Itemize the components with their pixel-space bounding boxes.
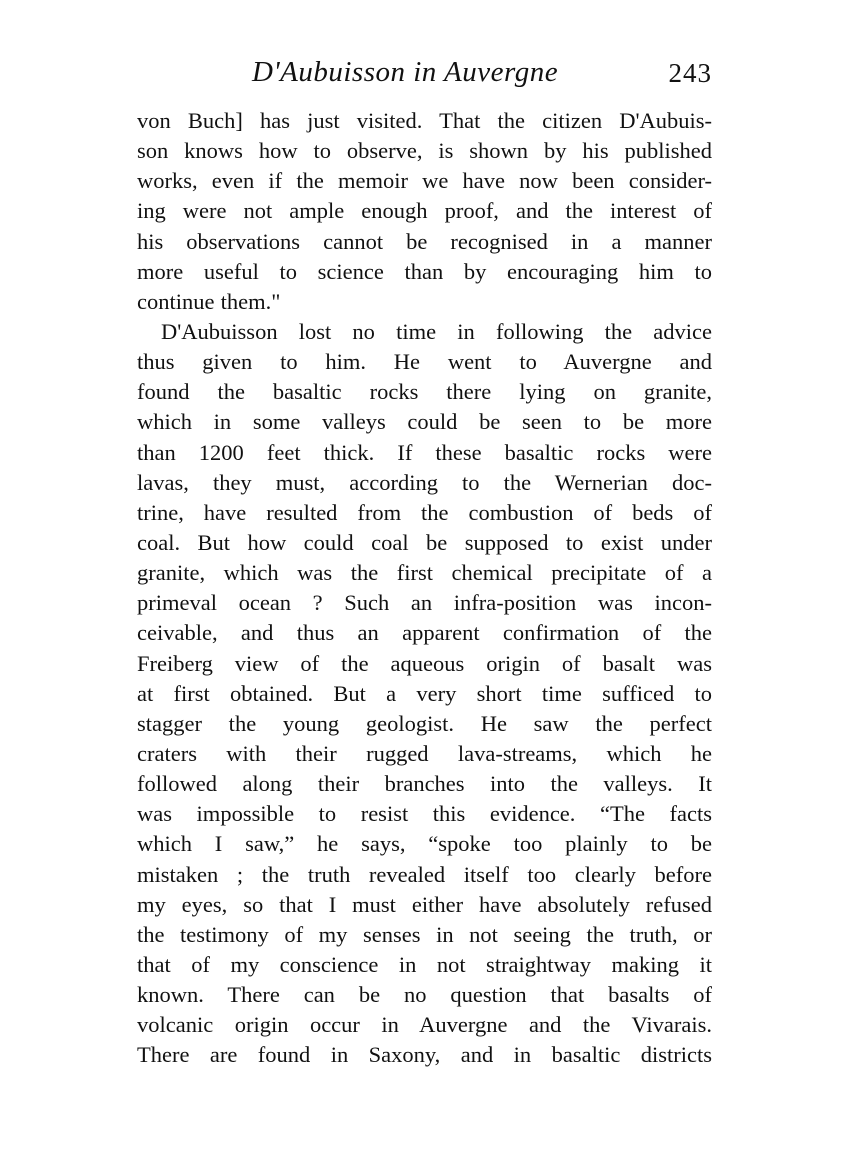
text-line: primeval ocean ? Such an infra-position was incon-: [137, 590, 712, 616]
page-number: 243: [668, 58, 712, 88]
text-line: D'Aubuisson lost no time in following the advice: [161, 318, 712, 344]
text-line: Freiberg view of the aqueous origin of basalt was: [137, 650, 712, 676]
text-line: lavas, they must, according to the Wernerian doc-: [137, 469, 712, 495]
text-line: was impossible to resist this evidence. “The facts: [137, 801, 712, 827]
text-line: continue them.": [137, 288, 281, 314]
text-line: which in some valleys could be seen to be more: [137, 409, 712, 435]
body-text: [137, 106, 712, 1071]
text-line: trine, have resulted from the combustion of beds of: [137, 499, 712, 525]
text-line: found the basaltic rocks there lying on granite,: [137, 379, 712, 405]
text-line: my eyes, so that I must either have absolutely refused: [137, 891, 712, 917]
text-line: works, even if the memoir we have now been consider-: [137, 168, 712, 194]
text-line: granite, which was the first chemical precipitate of a: [137, 560, 712, 586]
text-line: his observations cannot be recognised in a manner: [137, 228, 712, 254]
text-line: stagger the young geologist. He saw the perfect: [137, 710, 712, 736]
text-line: more useful to science than by encouraging him to: [137, 258, 712, 284]
text-line: than 1200 feet thick. If these basaltic rocks were: [137, 439, 712, 465]
text-line: that of my conscience in not straightway making it: [137, 951, 712, 977]
running-head: [137, 56, 712, 96]
text-line: thus given to him. He went to Auvergne and: [137, 349, 712, 375]
text-line: craters with their rugged lava-streams, which he: [137, 740, 712, 766]
text-line: coal. But how could coal be supposed to exist under: [137, 529, 712, 555]
text-line: which I saw,” he says, “spoke too plainly to be: [137, 831, 712, 857]
text-line: ing were not ample enough proof, and the interest of: [137, 198, 712, 224]
text-line: mistaken ; the truth revealed itself too clearly before: [137, 861, 712, 887]
text-line: the testimony of my senses in not seeing the truth, or: [137, 921, 712, 947]
text-line: followed along their branches into the valleys. It: [137, 771, 712, 797]
running-title: D'Aubuisson in Auvergne: [252, 56, 559, 88]
text-line: There are found in Saxony, and in basaltic districts: [137, 1042, 712, 1068]
text-line: von Buch] has just visited. That the citizen D'Aubuis-: [137, 108, 712, 133]
text-line: known. There can be no question that basalts of: [137, 982, 712, 1008]
text-line: ceivable, and thus an apparent confirmation of the: [137, 620, 712, 646]
text-line: volcanic origin occur in Auvergne and the Vivarais.: [137, 1012, 712, 1038]
text-line: at first obtained. But a very short time sufficed to: [137, 680, 712, 706]
text-line: son knows how to observe, is shown by his published: [137, 138, 712, 164]
